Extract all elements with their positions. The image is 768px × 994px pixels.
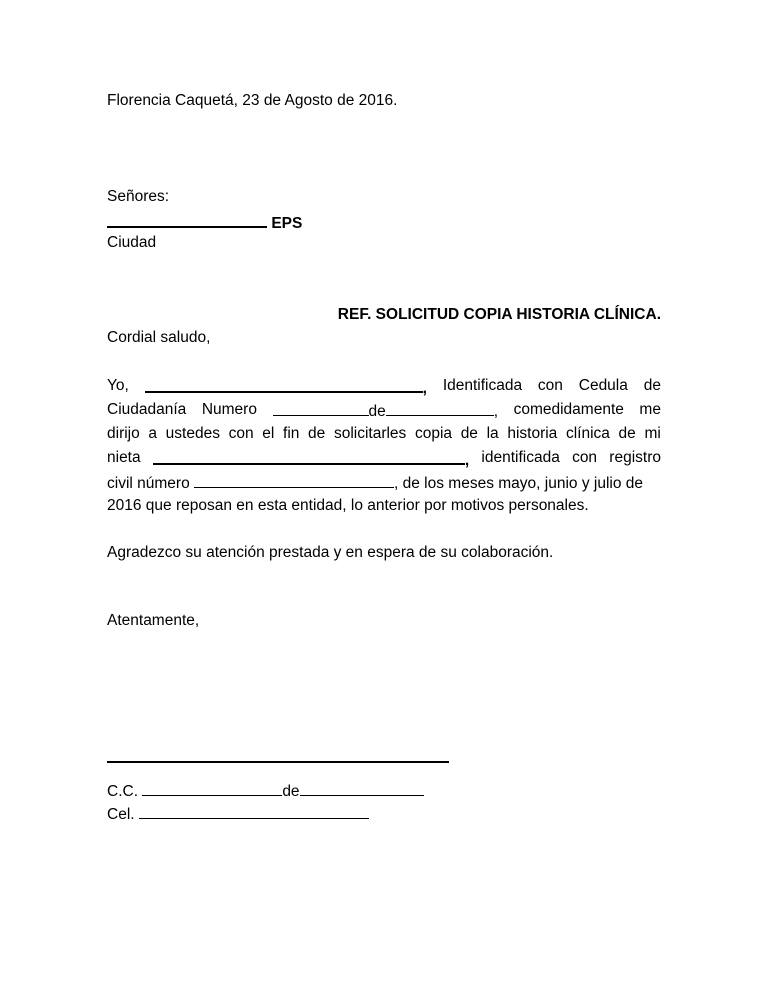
closing: Atentamente, bbox=[107, 612, 200, 629]
id-number-blank bbox=[273, 400, 369, 416]
grandchild-blank bbox=[153, 448, 465, 465]
greeting: Cordial saludo, bbox=[107, 329, 211, 346]
reference: REF. SOLICITUD COPIA HISTORIA CLÍNICA. bbox=[337, 306, 661, 323]
recipient-line bbox=[107, 211, 302, 234]
cel-blank bbox=[139, 803, 369, 819]
salutation-to: Señores: bbox=[107, 188, 170, 205]
place-date: Florencia Caquetá, 23 de Agosto de 2016. bbox=[107, 92, 398, 109]
id-place-blank bbox=[386, 400, 494, 416]
civil-registry-blank bbox=[194, 472, 394, 488]
body-line-3: dirijo a ustedes con el fin de solicitarles copia de la historia clínica de mi bbox=[107, 425, 661, 442]
recipient-blank bbox=[107, 211, 267, 228]
thanks: Agradezco su atención prestada y en espera de su colaboración. bbox=[107, 544, 554, 561]
signature-line bbox=[107, 746, 449, 769]
name-blank bbox=[145, 376, 423, 393]
cc-line: C.C. de bbox=[107, 780, 424, 802]
city: Ciudad bbox=[107, 234, 157, 251]
recipient-suffix: EPS bbox=[271, 215, 303, 232]
body-line-5: civil número , de los meses mayo, junio y julio de bbox=[107, 472, 661, 494]
body-line-2: Ciudadanía Numero de , comedidamente me bbox=[107, 401, 661, 420]
cc-place-blank bbox=[300, 780, 424, 796]
cc-number-blank bbox=[142, 780, 282, 796]
body-line-1: Yo, , Identificada con Cedula de bbox=[107, 377, 661, 397]
body-line-4: nieta , identificada con registro bbox=[107, 449, 661, 469]
cel-line: Cel. bbox=[107, 803, 369, 825]
body-line-6: 2016 que reposan en esta entidad, lo anterior por motivos personales. bbox=[107, 497, 589, 514]
